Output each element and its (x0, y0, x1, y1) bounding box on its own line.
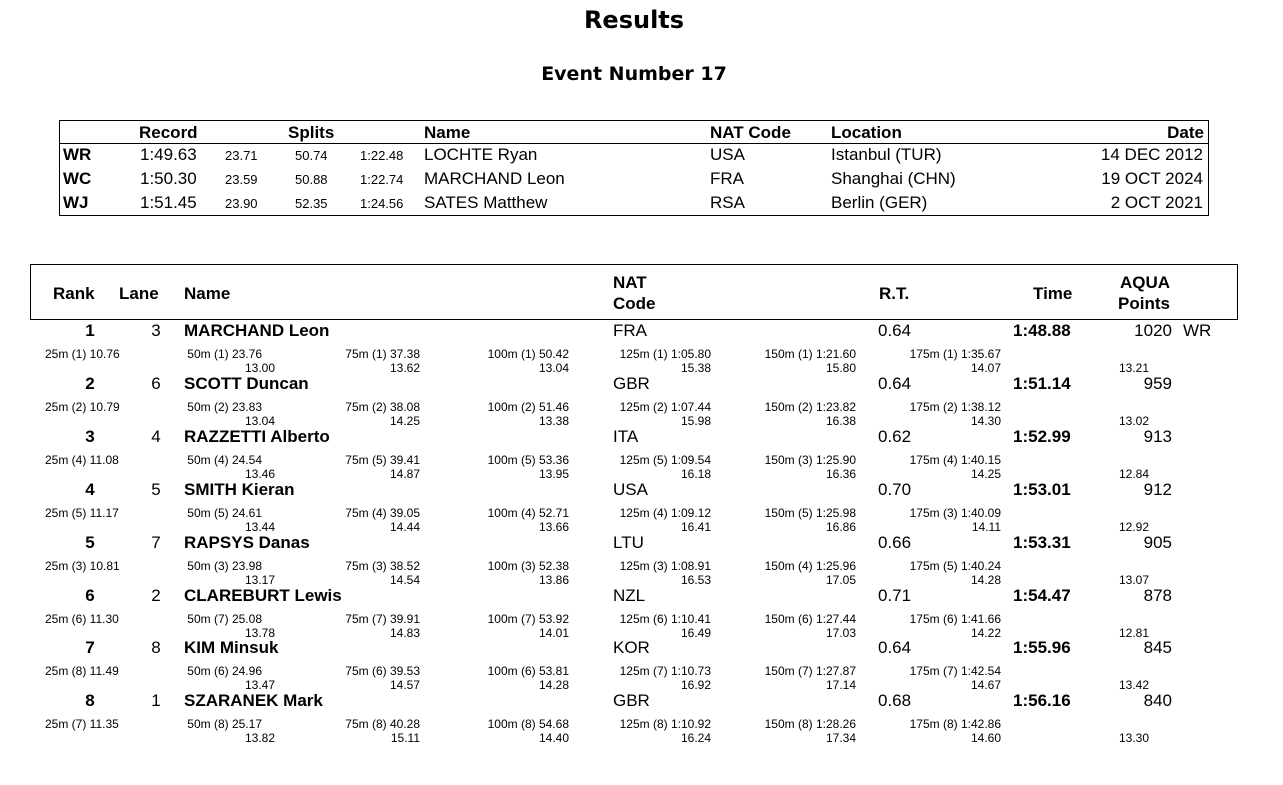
split-cumulative: 75m (2) 38.08 (345, 399, 420, 414)
entry-nat: USA (613, 479, 648, 499)
split-lap: 12.92 (1118, 519, 1149, 534)
entry-rt: 0.68 (878, 691, 912, 711)
entry-time: 1:48.88 (1013, 321, 1071, 340)
split-cumulative: 175m (6) 1:41.66 (909, 611, 1001, 626)
split-lap: 16.53 (680, 572, 711, 587)
split-lap: 13.04 (538, 361, 569, 375)
split-lap: 13.42 (1118, 678, 1149, 693)
record-type: WR (63, 145, 92, 164)
split-cumulative: 175m (8) 1:42.86 (909, 717, 1001, 732)
split-cumulative: 125m (6) 1:10.41 (619, 611, 711, 626)
split-lap: 14.30 (970, 413, 1001, 428)
split-lap: 15.38 (680, 361, 711, 375)
split-cumulative: 175m (4) 1:40.15 (909, 452, 1001, 467)
header-time: Time (1033, 284, 1073, 303)
record-split-2: 50.74 (295, 148, 328, 163)
split-lap: 15.11 (390, 731, 420, 746)
record-split-1: 23.71 (225, 148, 258, 163)
header-points: Points (1118, 294, 1170, 313)
split-lap: 13.46 (244, 466, 275, 481)
split-cumulative: 50m (5) 24.61 (187, 505, 262, 520)
entry-points: 905 (1143, 532, 1172, 552)
split-lap: 14.25 (389, 413, 420, 428)
entry-points: 878 (1143, 585, 1172, 605)
split-lap: 13.95 (538, 466, 569, 481)
split-cumulative: 75m (5) 39.41 (345, 452, 420, 467)
record-nat: USA (710, 145, 745, 164)
split-lap: 16.36 (825, 466, 856, 481)
split-lap: 17.34 (825, 731, 856, 746)
split-cumulative: 75m (8) 40.28 (345, 717, 420, 732)
split-25m: 25m (6) 11.30 (45, 611, 119, 626)
entry-lane: 2 (151, 585, 161, 605)
record-name: SATES Matthew (424, 193, 548, 212)
records-header-date: Date (1167, 123, 1204, 142)
entry-name: MARCHAND Leon (184, 321, 330, 340)
record-name: LOCHTE Ryan (424, 145, 538, 164)
split-lap: 13.78 (244, 625, 275, 640)
record-split-2: 52.35 (295, 196, 328, 211)
entry-rank: 3 (85, 426, 95, 446)
record-row (60, 169, 1208, 193)
split-cumulative: 150m (3) 1:25.90 (764, 452, 856, 467)
split-cumulative: 100m (3) 52.38 (487, 558, 569, 573)
split-lap: 13.07 (1118, 572, 1149, 587)
entry-nat: LTU (613, 532, 644, 552)
entry-name: RAZZETTI Alberto (184, 426, 330, 446)
entry-lane: 5 (151, 479, 161, 499)
entry-rt: 0.70 (878, 479, 912, 499)
split-lap: 14.67 (970, 678, 1001, 693)
entry-rt: 0.64 (878, 321, 912, 340)
entry-name: SZARANEK Mark (184, 691, 323, 711)
record-split-2: 50.88 (295, 172, 328, 187)
entry-name: CLAREBURT Lewis (184, 585, 342, 605)
split-lap: 13.66 (538, 519, 569, 534)
entry-time: 1:54.47 (1013, 585, 1071, 605)
split-25m: 25m (4) 11.08 (45, 452, 119, 467)
entry-points: 1020 (1134, 321, 1172, 340)
entry-rank: 5 (85, 532, 95, 552)
split-lap: 13.00 (244, 361, 275, 375)
header-name: Name (184, 284, 231, 303)
split-cumulative: 50m (4) 24.54 (187, 452, 262, 467)
record-time: 1:50.30 (140, 169, 197, 188)
record-time: 1:49.63 (140, 145, 197, 164)
header-rt: R.T. (879, 284, 910, 303)
record-name: MARCHAND Leon (424, 169, 565, 188)
header-code: Code (613, 294, 656, 313)
record-type: WC (63, 169, 92, 188)
split-lap: 16.86 (825, 519, 856, 534)
entry-time: 1:51.14 (1013, 373, 1071, 393)
record-location: Istanbul (TUR) (831, 145, 942, 164)
entry-rank: 2 (85, 373, 95, 393)
split-cumulative: 150m (6) 1:27.44 (764, 611, 856, 626)
entry-points: 840 (1143, 691, 1172, 711)
record-row (60, 145, 1208, 169)
record-split-3: 1:24.56 (360, 196, 404, 211)
entry-rank: 7 (85, 638, 95, 658)
split-lap: 14.83 (389, 625, 420, 640)
entry-nat: NZL (613, 585, 646, 605)
split-cumulative: 75m (1) 37.38 (345, 347, 420, 361)
entry-nat: FRA (613, 321, 647, 340)
split-cumulative: 100m (8) 54.68 (487, 717, 569, 732)
entry-lane: 1 (151, 691, 161, 711)
split-cumulative: 100m (7) 53.92 (487, 611, 569, 626)
records-header-splits: Splits (288, 123, 335, 142)
split-cumulative: 50m (7) 25.08 (187, 611, 262, 626)
split-lap: 14.60 (970, 731, 1001, 746)
split-cumulative: 50m (3) 23.98 (187, 558, 262, 573)
split-25m: 25m (8) 11.49 (45, 664, 119, 679)
split-cumulative: 150m (5) 1:25.98 (764, 505, 856, 520)
split-25m: 25m (5) 11.17 (45, 505, 119, 520)
split-lap: 17.03 (825, 625, 856, 640)
split-lap: 14.11 (971, 519, 1001, 534)
record-location: Berlin (GER) (831, 193, 928, 212)
split-cumulative: 175m (2) 1:38.12 (909, 399, 1001, 414)
event-title: Event Number 17 (541, 63, 727, 85)
entry-rt: 0.64 (878, 373, 912, 393)
split-cumulative: 100m (4) 52.71 (487, 505, 569, 520)
entry-rt: 0.62 (878, 426, 912, 446)
entry-record-flag: WR (1183, 321, 1212, 340)
split-cumulative: 150m (8) 1:28.26 (764, 717, 856, 732)
split-cumulative: 50m (6) 24.96 (187, 664, 262, 679)
entry-lane: 4 (151, 426, 161, 446)
split-cumulative: 150m (1) 1:21.60 (764, 347, 856, 361)
entry-nat: GBR (613, 373, 650, 393)
records-header-location: Location (831, 123, 902, 142)
split-lap: 14.87 (389, 466, 420, 481)
record-nat: RSA (710, 193, 745, 212)
results-header (30, 264, 1238, 320)
record-split-1: 23.59 (225, 172, 258, 187)
entry-rt: 0.64 (878, 638, 912, 658)
split-cumulative: 150m (2) 1:23.82 (764, 399, 856, 414)
entry-rank: 6 (85, 585, 95, 605)
split-lap: 16.18 (680, 466, 711, 481)
entry-rt: 0.66 (878, 532, 912, 552)
entry-name: SCOTT Duncan (184, 373, 309, 393)
record-nat: FRA (710, 169, 744, 188)
split-cumulative: 75m (6) 39.53 (345, 664, 420, 679)
split-lap: 13.47 (244, 678, 275, 693)
entry-rt: 0.71 (878, 585, 912, 605)
split-lap: 16.49 (680, 625, 711, 640)
record-date: 2 OCT 2021 (1110, 193, 1203, 212)
header-nat: NAT (613, 273, 647, 292)
result-entry (0, 691, 1283, 744)
split-cumulative: 100m (1) 50.42 (487, 347, 569, 361)
record-date: 19 OCT 2024 (1101, 169, 1203, 188)
result-entry (0, 533, 1283, 586)
split-lap: 14.40 (538, 731, 569, 746)
record-split-3: 1:22.48 (360, 148, 404, 163)
split-lap: 14.44 (389, 519, 420, 534)
entry-nat: ITA (613, 426, 639, 446)
split-lap: 16.24 (680, 731, 711, 746)
entry-points: 845 (1143, 638, 1172, 658)
record-split-3: 1:22.74 (360, 172, 404, 187)
header-lane: Lane (119, 284, 159, 303)
result-entry (0, 374, 1283, 427)
split-cumulative: 100m (2) 51.46 (487, 399, 569, 414)
entry-time: 1:52.99 (1013, 426, 1071, 446)
entry-points: 912 (1143, 479, 1172, 499)
entry-nat: KOR (613, 638, 650, 658)
split-lap: 13.04 (244, 413, 275, 428)
entry-time: 1:55.96 (1013, 638, 1071, 658)
split-cumulative: 75m (7) 39.91 (345, 611, 420, 626)
split-lap: 17.14 (825, 678, 856, 693)
split-lap: 16.92 (680, 678, 711, 693)
entry-points: 959 (1143, 373, 1172, 393)
split-lap: 15.80 (825, 361, 856, 375)
split-cumulative: 100m (5) 53.36 (487, 452, 569, 467)
split-lap: 14.22 (970, 625, 1001, 640)
split-cumulative: 50m (1) 23.76 (187, 347, 262, 361)
entry-lane: 6 (151, 373, 161, 393)
entry-lane: 7 (151, 532, 161, 552)
result-entry (0, 427, 1283, 480)
split-lap: 14.07 (970, 361, 1001, 375)
records-table (59, 120, 1209, 216)
split-lap: 14.01 (538, 625, 569, 640)
split-cumulative: 125m (3) 1:08.91 (619, 558, 711, 573)
entry-name: SMITH Kieran (184, 479, 295, 499)
record-split-1: 23.90 (225, 196, 258, 211)
entry-rank: 8 (85, 691, 95, 711)
result-entry (0, 638, 1283, 691)
split-cumulative: 175m (7) 1:42.54 (909, 664, 1001, 679)
entry-nat: GBR (613, 691, 650, 711)
split-cumulative: 125m (4) 1:09.12 (619, 505, 711, 520)
split-cumulative: 50m (2) 23.83 (187, 399, 262, 414)
split-cumulative: 50m (8) 25.17 (187, 717, 262, 732)
split-lap: 13.30 (1118, 731, 1149, 746)
split-lap: 12.81 (1118, 625, 1149, 640)
records-header-divider (60, 143, 1208, 144)
split-lap: 13.02 (1118, 413, 1149, 428)
split-cumulative: 150m (7) 1:27.87 (764, 664, 856, 679)
split-25m: 25m (3) 10.81 (45, 558, 120, 573)
records-header-nat: NAT Code (710, 123, 791, 142)
split-lap: 13.82 (244, 731, 275, 746)
split-lap: 17.05 (825, 572, 856, 587)
split-25m: 25m (7) 11.35 (45, 717, 119, 732)
result-entry (0, 480, 1283, 533)
split-cumulative: 100m (6) 53.81 (487, 664, 569, 679)
split-lap: 13.38 (538, 413, 569, 428)
split-cumulative: 175m (1) 1:35.67 (909, 347, 1001, 361)
entry-rank: 4 (85, 479, 95, 499)
split-lap: 15.98 (680, 413, 711, 428)
entry-name: RAPSYS Danas (184, 532, 310, 552)
entry-lane: 3 (151, 321, 161, 340)
result-entry (0, 321, 1283, 374)
split-lap: 13.44 (244, 519, 275, 534)
page-title: Results (583, 6, 685, 34)
split-lap: 12.84 (1118, 466, 1149, 481)
split-lap: 14.28 (538, 678, 569, 693)
split-lap: 14.28 (970, 572, 1001, 587)
record-location: Shanghai (CHN) (831, 169, 956, 188)
split-cumulative: 125m (8) 1:10.92 (619, 717, 711, 732)
records-header-record: Record (139, 123, 198, 142)
split-lap: 16.41 (680, 519, 711, 534)
split-25m: 25m (2) 10.79 (45, 399, 120, 414)
split-25m: 25m (1) 10.76 (45, 347, 120, 361)
record-time: 1:51.45 (140, 193, 197, 212)
split-cumulative: 125m (5) 1:09.54 (619, 452, 711, 467)
split-cumulative: 125m (7) 1:10.73 (619, 664, 711, 679)
split-cumulative: 150m (4) 1:25.96 (764, 558, 856, 573)
record-row (60, 193, 1208, 217)
entry-time: 1:53.31 (1013, 532, 1071, 552)
split-cumulative: 175m (5) 1:40.24 (909, 558, 1001, 573)
header-aqua: AQUA (1120, 273, 1171, 292)
entry-name: KIM Minsuk (184, 638, 279, 658)
split-lap: 13.62 (389, 361, 420, 375)
split-lap: 14.57 (389, 678, 420, 693)
record-type: WJ (63, 193, 89, 212)
header-rank: Rank (53, 284, 95, 303)
records-header-name: Name (424, 123, 471, 142)
split-lap: 14.25 (970, 466, 1001, 481)
result-entry (0, 586, 1283, 639)
split-lap: 16.38 (825, 413, 856, 428)
split-cumulative: 75m (3) 38.52 (345, 558, 420, 573)
split-cumulative: 125m (1) 1:05.80 (619, 347, 711, 361)
split-lap: 13.21 (1118, 361, 1149, 375)
split-cumulative: 175m (3) 1:40.09 (909, 505, 1001, 520)
split-lap: 13.17 (244, 572, 275, 587)
entry-lane: 8 (151, 638, 161, 658)
split-lap: 14.54 (389, 572, 420, 587)
entry-time: 1:56.16 (1013, 691, 1071, 711)
split-cumulative: 125m (2) 1:07.44 (619, 399, 711, 414)
split-lap: 13.86 (538, 572, 569, 587)
entry-time: 1:53.01 (1013, 479, 1071, 499)
split-cumulative: 75m (4) 39.05 (345, 505, 420, 520)
entry-rank: 1 (85, 321, 95, 340)
record-date: 14 DEC 2012 (1100, 145, 1203, 164)
entry-points: 913 (1143, 426, 1172, 446)
